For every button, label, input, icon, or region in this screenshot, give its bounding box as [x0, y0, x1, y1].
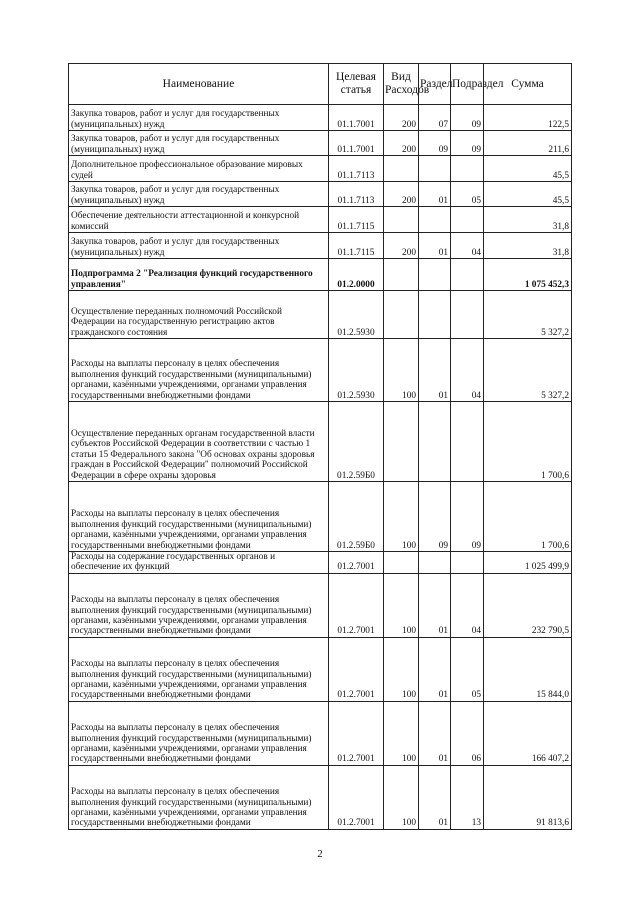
row-name: Дополнительное профессиональное образование мировых судей [69, 156, 329, 182]
row-amount: 5 327,2 [484, 339, 572, 402]
row-section: 01 [419, 182, 451, 207]
row-section [419, 402, 451, 482]
row-target-article: 01.1.7113 [329, 182, 384, 207]
row-section [419, 552, 451, 574]
table-row [69, 552, 572, 574]
row-target-article: 01.2.7001 [329, 765, 384, 829]
row-target-article: 01.2.59Б0 [329, 482, 384, 552]
row-expense-kind: 100 [384, 701, 419, 765]
header-expense-kind: Вид Расходов [384, 64, 419, 105]
row-expense-kind [384, 156, 419, 182]
table-row [69, 291, 572, 339]
row-subsection: 09 [451, 482, 484, 552]
row-amount: 31,8 [484, 207, 572, 233]
row-subsection [451, 259, 484, 291]
table-row [69, 156, 572, 182]
row-expense-kind: 100 [384, 765, 419, 829]
row-expense-kind: 200 [384, 131, 419, 156]
row-expense-kind: 100 [384, 482, 419, 552]
row-name: Расходы на содержание государственных органов и обеспечение их функций [69, 552, 329, 574]
row-section: 01 [419, 765, 451, 829]
row-name: Подпрограмма 2 "Реализация функций государственного управления" [69, 259, 329, 291]
row-amount: 5 327,2 [484, 291, 572, 339]
row-name: Закупка товаров, работ и услуг для государственных (муниципальных) нужд [69, 182, 329, 207]
row-target-article: 01.1.7115 [329, 207, 384, 233]
row-subsection: 04 [451, 233, 484, 259]
row-amount: 1 700,6 [484, 482, 572, 552]
header-section: Раздел [419, 64, 451, 105]
row-subsection: 04 [451, 573, 484, 637]
header-target-article: Целевая статья [329, 64, 384, 105]
row-expense-kind: 100 [384, 573, 419, 637]
row-target-article: 01.1.7001 [329, 131, 384, 156]
row-amount: 15 844,0 [484, 637, 572, 701]
row-name: Расходы на выплаты персоналу в целях обеспечения выполнения функций государственными (муниципальными) органами, казёнными учреждениями, органами управления государственными внебюджетными фондами [69, 482, 329, 552]
row-subsection: 06 [451, 701, 484, 765]
table-row [69, 182, 572, 207]
row-subsection: 13 [451, 765, 484, 829]
row-section: 01 [419, 339, 451, 402]
row-expense-kind [384, 259, 419, 291]
row-amount: 45,5 [484, 182, 572, 207]
row-section: 01 [419, 701, 451, 765]
row-subsection [451, 207, 484, 233]
row-amount: 31,8 [484, 233, 572, 259]
row-section [419, 291, 451, 339]
row-name: Закупка товаров, работ и услуг для государственных (муниципальных) нужд [69, 131, 329, 156]
row-section: 09 [419, 482, 451, 552]
row-amount: 211,6 [484, 131, 572, 156]
row-target-article: 01.2.5930 [329, 339, 384, 402]
table-row [69, 765, 572, 829]
row-name: Расходы на выплаты персоналу в целях обеспечения выполнения функций государственными (муниципальными) органами, казёнными учреждениями, органами управления государственными внебюджетными фондами [69, 573, 329, 637]
row-name: Расходы на выплаты персоналу в целях обеспечения выполнения функций государственными (муниципальными) органами, казёнными учреждениями, органами управления государственными внебюджетными фондами [69, 637, 329, 701]
row-subsection [451, 402, 484, 482]
row-subsection: 09 [451, 131, 484, 156]
row-section [419, 207, 451, 233]
row-section: 01 [419, 637, 451, 701]
table-row [69, 339, 572, 402]
row-subsection: 05 [451, 182, 484, 207]
budget-table [68, 63, 572, 830]
header-amount: Сумма [484, 64, 572, 105]
table-row [69, 259, 572, 291]
row-section: 09 [419, 131, 451, 156]
row-amount: 1 025 499,9 [484, 552, 572, 574]
row-section: 01 [419, 233, 451, 259]
row-expense-kind [384, 207, 419, 233]
row-section [419, 156, 451, 182]
table-row [69, 573, 572, 637]
row-subsection [451, 552, 484, 574]
row-subsection [451, 291, 484, 339]
row-subsection [451, 156, 484, 182]
table-row [69, 637, 572, 701]
row-subsection: 04 [451, 339, 484, 402]
row-name: Закупка товаров, работ и услуг для государственных (муниципальных) нужд [69, 233, 329, 259]
row-target-article: 01.1.7001 [329, 105, 384, 131]
row-name: Обеспечение деятельности аттестационной и конкурсной комиссий [69, 207, 329, 233]
row-expense-kind: 200 [384, 105, 419, 131]
row-target-article: 01.1.7113 [329, 156, 384, 182]
row-target-article: 01.2.5930 [329, 291, 384, 339]
row-section: 01 [419, 573, 451, 637]
row-expense-kind: 200 [384, 182, 419, 207]
row-expense-kind: 100 [384, 339, 419, 402]
header-name: Наименование [69, 64, 329, 105]
row-amount: 1 700,6 [484, 402, 572, 482]
row-amount: 1 075 452,3 [484, 259, 572, 291]
table-row [69, 131, 572, 156]
page-number: 2 [317, 848, 323, 860]
row-expense-kind: 100 [384, 637, 419, 701]
table-row [69, 233, 572, 259]
row-target-article: 01.2.7001 [329, 637, 384, 701]
row-amount: 166 407,2 [484, 701, 572, 765]
table-row [69, 701, 572, 765]
table-row [69, 402, 572, 482]
row-amount: 45,5 [484, 156, 572, 182]
header-subsection: Подраздел [451, 64, 484, 105]
row-expense-kind: 200 [384, 233, 419, 259]
row-target-article: 01.2.7001 [329, 573, 384, 637]
table-row [69, 207, 572, 233]
row-name: Расходы на выплаты персоналу в целях обеспечения выполнения функций государственными (муниципальными) органами, казёнными учреждениями, органами управления государственными внебюджетными фондами [69, 701, 329, 765]
row-target-article: 01.1.7115 [329, 233, 384, 259]
row-expense-kind [384, 552, 419, 574]
row-subsection: 09 [451, 105, 484, 131]
row-name: Закупка товаров, работ и услуг для государственных (муниципальных) нужд [69, 105, 329, 131]
row-name: Расходы на выплаты персоналу в целях обеспечения выполнения функций государственными (муниципальными) органами, казёнными учреждениями, органами управления государственными внебюджетными фондами [69, 339, 329, 402]
row-name: Осуществление переданных органам государственной власти субъектов Российской Федерации в соответствии с частью 1 статьи 15 Федерального закона "Об основах охраны здоровья граждан в Российской Федерации" полномочий Российской Федерации в сфере охраны здоровья [69, 402, 329, 482]
row-amount: 122,5 [484, 105, 572, 131]
row-target-article: 01.2.7001 [329, 701, 384, 765]
row-target-article: 01.2.0000 [329, 259, 384, 291]
row-amount: 91 813,6 [484, 765, 572, 829]
row-expense-kind [384, 291, 419, 339]
row-section: 07 [419, 105, 451, 131]
row-expense-kind [384, 402, 419, 482]
table-row [69, 482, 572, 552]
table-header-row [69, 64, 572, 105]
row-subsection: 05 [451, 637, 484, 701]
row-name: Расходы на выплаты персоналу в целях обеспечения выполнения функций государственными (муниципальными) органами, казёнными учреждениями, органами управления государственными внебюджетными фондами [69, 765, 329, 829]
table-row [69, 105, 572, 131]
row-section [419, 259, 451, 291]
row-target-article: 01.2.7001 [329, 552, 384, 574]
row-target-article: 01.2.59Б0 [329, 402, 384, 482]
row-amount: 232 790,5 [484, 573, 572, 637]
row-name: Осуществление переданных полномочий Российской Федерации на государственную регистрацию актов гражданского состояния [69, 291, 329, 339]
